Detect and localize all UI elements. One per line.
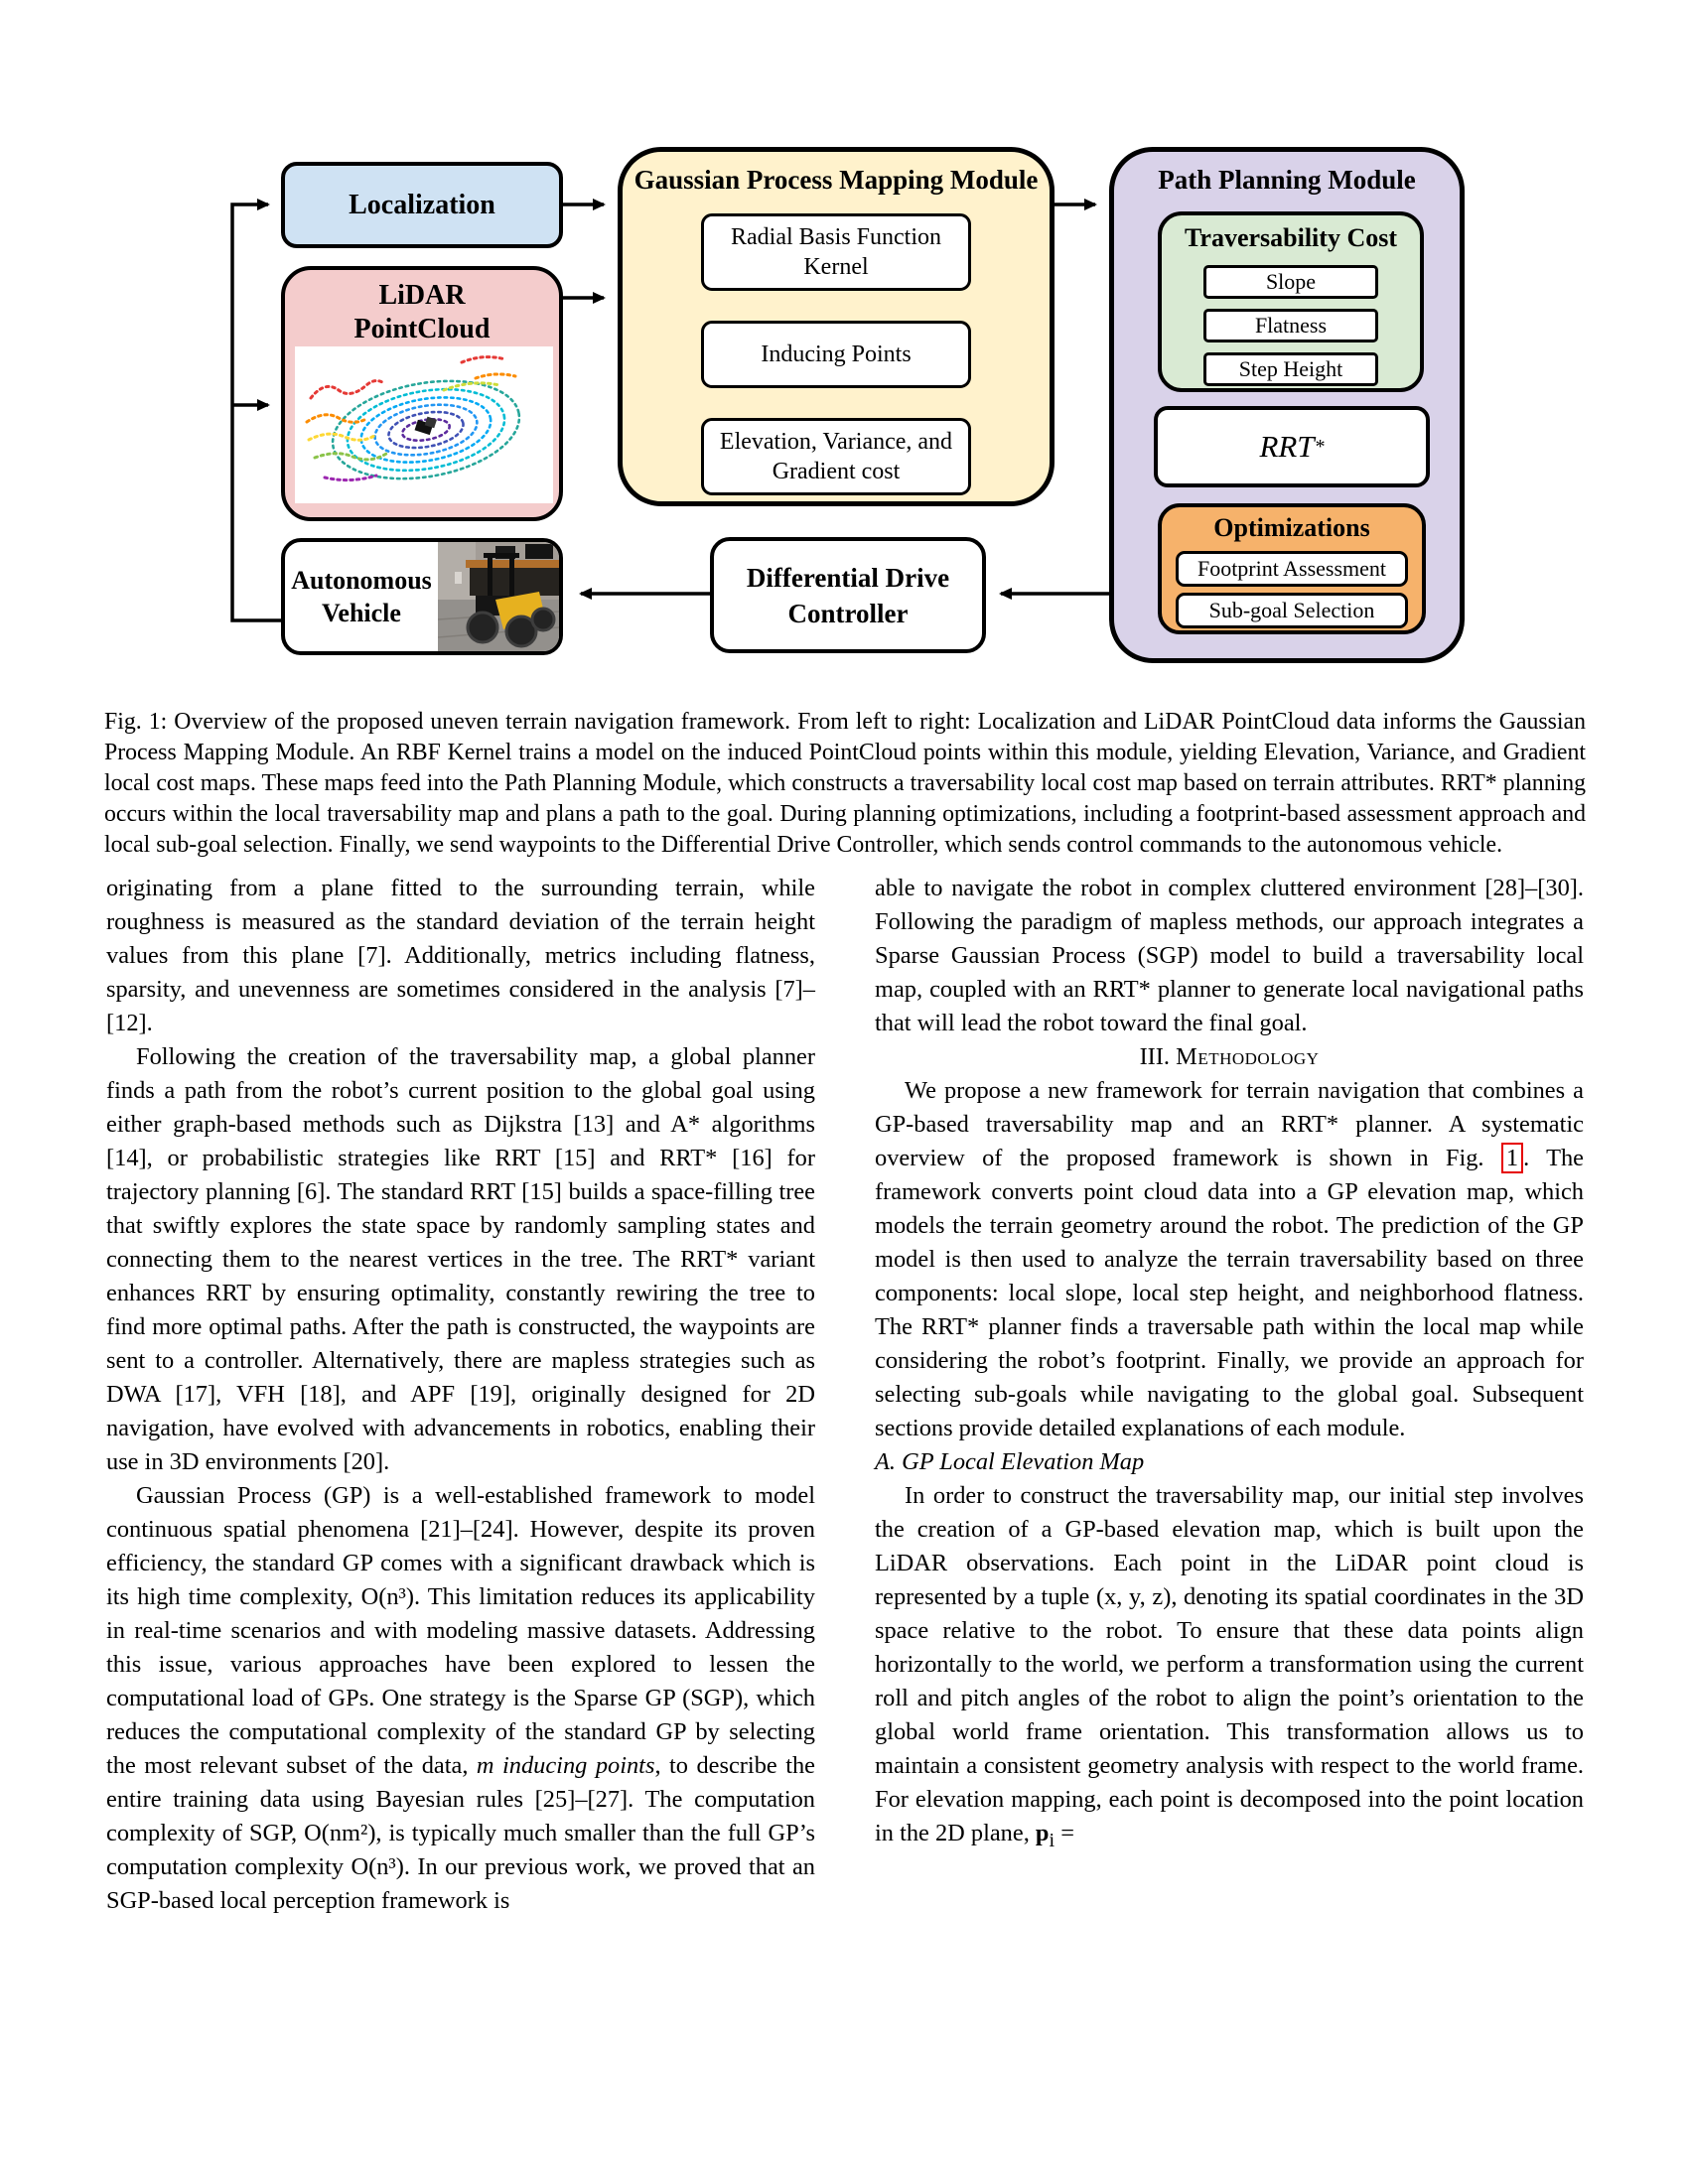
body-paragraph: able to navigate the robot in complex cluttered environment [28]–[30]. Following the paradigm of mapless methods, our approach integrates a Sparse Gaussian Process (SGP) model to build a traversability local map, coupled with an RRT* planner to generate local navigational paths that will lead the robot toward the final goal. (875, 875, 1584, 1036)
figure-1-diagram (0, 0, 1688, 675)
figure-caption (104, 707, 1586, 861)
inducing-points-italic: m inducing points (476, 1752, 655, 1779)
body-paragraph: In order to construct the traversability map, our initial step involves the creation of a GP-based elevation map, which is built upon the LiDAR observations. Each point in the LiDAR point cloud is represented by a tuple (x, y, z), denoting its spatial coordinates in the 3D space relative to the robot. To ensure that these data points align horizontally to the world, we perform a transformation using the current roll and pitch angles of the robot to align the point’s orientation to the global world frame orientation. This transformation allows us to maintain a consistent geometry analysis with respect to the world frame. For elevation mapping, each point is decomposed into the point location in the 2D plane, $p_i$ = (875, 1482, 1584, 1851)
robot-photo (438, 542, 559, 651)
section-heading-methodology: III. Methodology (1139, 1043, 1320, 1070)
figure-caption-text: Overview of the proposed uneven terrain navigation framework. From left to right: Localization and LiDAR PointCloud data informs the Gaussian Process Mapping Module. An RBF Kernel trains a model on the induced PointCloud points within this module, yielding Elevation, Variance, and Gradient local cost maps. These maps feed into the Path Planning Module, which constructs a traversability local cost map based on terrain attributes. RRT* planning occurs within the local traversability map and plans a path to the goal. During planning optimizations, including a footprint-based assessment approach and local sub-goal selection. Finally, we send waypoints to the Differential Drive Controller, which sends control commands to the autonomous vehicle. (104, 708, 1586, 858)
localization-box (281, 162, 563, 248)
localization-label: Localization (349, 189, 495, 220)
lidar-pointcloud-box (281, 266, 563, 521)
elevation-variance-gradient-box: Elevation, Variance, and Gradient cost (701, 418, 971, 495)
body-paragraph: Gaussian Process (GP) is a well-established framework to model continuous spatial phenomena [21]–[24]. However, despite its proven efficiency, the standard GP comes with a significant drawback which is its high time complexity, O(n³). This limitation reduces its applicability in real-time scenarios and with modeling massive datasets. Addressing this issue, various approaches have been explored to lessen the computational load of GPs. One strategy is the Sparse GP (SGP), which reduces the computational complexity of the standard GP by selecting the most relevant subset of the data, m inducing points, to describe the entire training data using Bayesian rules [25]–[27]. The computation complexity of SGP, O(nm²), is typically much smaller than the full GP’s computation complexity O(n³). In our previous work, we proved that an SGP-based local perception framework is (106, 1482, 815, 1914)
autonomous-vehicle-box (281, 538, 563, 655)
rbf-kernel-box: Radial Basis Function Kernel (701, 213, 971, 291)
footprint-assessment-box: Footprint Assessment (1176, 551, 1408, 587)
subsection-heading-gp-local-elevation-map: A. GP Local Elevation Map (875, 1448, 1145, 1475)
path-module-title: Path Planning Module (1158, 165, 1416, 195)
figure-1-reference-link[interactable]: 1 (1501, 1143, 1523, 1173)
flatness-box: Flatness (1203, 309, 1378, 342)
left-column (106, 872, 815, 1918)
point-vector-symbol: p (1035, 1820, 1050, 1846)
path-planning-module (1109, 147, 1465, 663)
gp-module-title: Gaussian Process Mapping Module (633, 165, 1039, 195)
inducing-points-box: Inducing Points (701, 321, 971, 388)
right-column (875, 872, 1584, 1857)
autonomous-vehicle-label: Autonomous Vehicle (291, 566, 432, 627)
body-paragraph: Following the creation of the traversability map, a global planner finds a path from the robot’s current position to the global goal using either graph-based methods such as Dijkstra [13] and A* algorithms [14], or probabilistic strategies like RRT [15] and RRT* [16] for trajectory planning [6]. The standard RRT [15] builds a space-filling tree that swiftly explores the state space by randomly sampling states and connecting them to the nearest vertices in the tree. The RRT* variant enhances RRT by ensuring optimality, constantly rewiring the tree to find more optimal paths. After the path is constructed, the waypoints are sent to a controller. Alternatively, there are mapless strategies such as DWA [17], VFH [18], and APF [19], originally designed for 2D navigation, have evolved with advancements in robotics, enabling their use in 3D environments [20]. (106, 1043, 815, 1475)
rrt-star-superscript: * (1314, 435, 1325, 458)
body-paragraph: We propose a new framework for terrain navigation that combines a GP-based traversability map and an RRT* planner. A systematic overview of the proposed framework is shown in Fig. 1 . The framework converts point cloud data into a GP elevation map, which models the terrain geometry around the robot. The prediction of the GP model is then used to analyze the terrain traversability based on three components: local slope, local step height, and neighborhood flatness. The RRT* planner finds a traversable path within the local map while considering the robot’s footprint. Finally, we provide an approach for selecting sub-goals while navigating to the global goal. Subsequent sections provide detailed explanations of each module. (875, 1077, 1584, 1441)
slope-box: Slope (1203, 265, 1378, 299)
lidar-label: LiDAR PointCloud (353, 280, 491, 344)
optimizations-title: Optimizations (1213, 513, 1370, 542)
figure-caption-label: Fig. 1: (104, 708, 168, 735)
body-paragraph: originating from a plane fitted to the surrounding terrain, while roughness is measured as the standard deviation of the terrain height values from this plane [7]. Additionally, metrics including flatness, sparsity, and unevenness are sometimes considered in the analysis [7]–[12]. (106, 875, 815, 1036)
differential-drive-controller-box: Differential Drive Controller (710, 537, 986, 653)
optimizations-box (1158, 503, 1426, 634)
step-height-box: Step Height (1203, 352, 1378, 386)
sub-goal-selection-box: Sub-goal Selection (1176, 593, 1408, 628)
traversability-title: Traversability Cost (1185, 223, 1397, 252)
gp-mapping-module (618, 147, 1055, 506)
traversability-cost-box (1158, 211, 1424, 392)
pointcloud-image (295, 346, 553, 503)
rrt-star-box: RRT * (1154, 406, 1430, 487)
